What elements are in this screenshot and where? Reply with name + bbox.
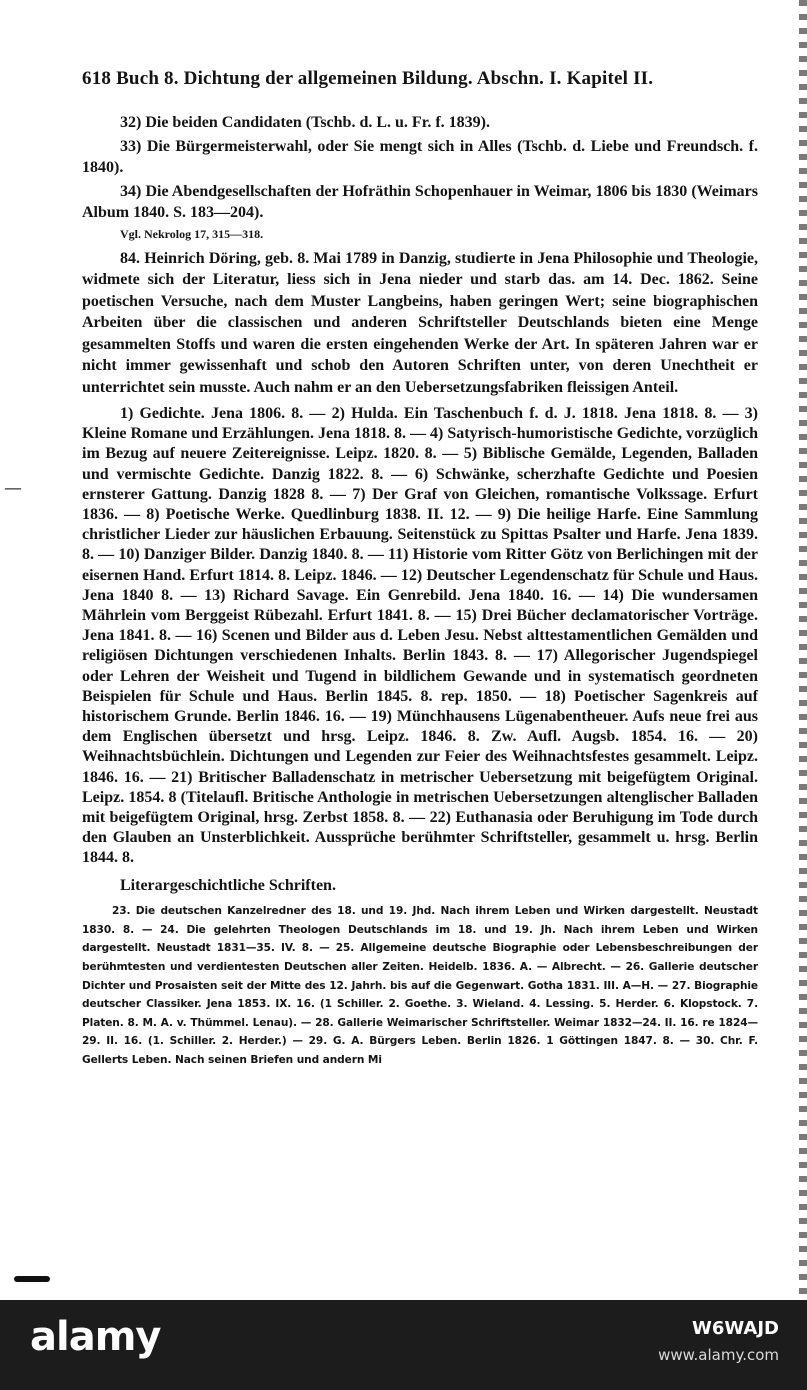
item-33: 33) Die Bürgermeisterwahl, oder Sie mengt sich in Alles (Tschb. d. Liebe und Freundsch. f. 1840).: [82, 137, 758, 176]
literary-history-notes: 23. Die deutschen Kanzelredner des 18. und 19. Jhd. Nach ihrem Leben und Wirken dargestellt. Neustadt 1830. 8. — 24. Die gelehrten Theologen Deutschlands im 18. und 19. Jh. Nach ihrem Leben und Wirken dargestellt. Neustadt 1831—35. IV. 8. — 25. Allgemeine deutsche Biographie oder Lebensbeschreibungen der berühmtesten und verdientesten Deutschen aller Zeiten. Heidelb. 1836. A. — Albrecht. — 26. Gallerie deutscher Dichter und Prosaisten seit der Mitte des 12. Jahrh. bis auf die Gegenwart. Gotha 1831. III. A—H. — 27. Biographie deutscher Classiker. Jena 1853. IX. 16. (1 Schiller. 2. Goethe. 3. Wieland. 4. Lessing. 5. Herder. 6. Klopstock. 7. Platen. 8. M. A. v. Thümmel. Lenau). — 28. Gallerie Weimarischer Schriftsteller. Weimar 1832—24. II. 16. re 1824—29. II. 16. (1. Schiller. 2. Herder.) — 29. G. A. Bürgers Leben. Berlin 1826. 1 Göttingen 1847. 8. — 30. Chr. F. Gellerts Leben. Nach seinen Briefen und andern Mi: [82, 905, 758, 1066]
watermark-brand: alamy: [30, 1314, 161, 1360]
item-32: 32) Die beiden Candidaten (Tschb. d. L. u. Fr. f. 1839).: [120, 114, 490, 131]
watermark-image-id: W6WAJD: [692, 1318, 779, 1339]
item-34: 34) Die Abendgesellschaften der Hofräthin Schopenhauer in Weimar, 1806 bis 1830 (Weimars Album 1840. S. 183—204).: [82, 182, 758, 221]
watermark-url: www.alamy.com: [658, 1346, 779, 1364]
entry-84-doering: 84. Heinrich Döring, geb. 8. Mai 1789 in Danzig, studierte in Jena Philosophie und Theologie, widmete sich der Literatur, liess sich in Jena nieder und starb das. am 14. Dec. 1862. Seine poetischen Versuche, nach dem Muster Langbeins, haben geringen Wert; seine biographischen Arbeiten über die classischen und anderen Schriftsteller Deutschlands bieten eine Menge gesammelten Stoffs und waren die ersten eingehenden Werke der Art. In späteren Jahren war er nicht immer gewissenhaft und schob den Autoren Schriften unter, von deren Unechtheit er unterrichtet sein musste. Auch nahm er an den Uebersetzungsfabriken fleissigen Anteil.: [82, 249, 758, 396]
nekrolog-reference: Vgl. Nekrolog 17, 315—318.: [120, 226, 264, 241]
page-edge-shadow: [799, 0, 807, 1300]
running-header: [82, 68, 762, 90]
page-number: 618: [82, 68, 112, 89]
ink-blot: [14, 1276, 50, 1282]
works-list: 1) Gedichte. Jena 1806. 8. — 2) Hulda. Ein Taschenbuch f. d. J. 1818. Jena 1818. 8. — 3) Kleine Romane und Erzählungen. Jena 1818. 8. — 4) Satyrisch-humoristische Gedichte, vorzüglich im Bezug auf neuere Zeitereignisse. Leipz. 1820. 8. — 5) Biblische Gemälde, Legenden, Balladen und vermischte Gedichte. Danzig 1822. 8. — 6) Schwänke, scherzhafte Gedichte und Poesien ernsterer Gattung. Danzig 1828 8. — 7) Der Graf von Gleichen, romantische Volkssage. Erfurt 1836. — 8) Poetische Werke. Quedlinburg 1838. II. 12. — 9) Die heilige Harfe. Eine Sammlung christlicher Lieder zur häuslichen Erbauung. Seitenstück zu Spittas Psalter und Harfe. Jena 1839. 8. — 10) Danziger Bilder. Danzig 1840. 8. — 11) Historie vom Ritter Götz von Berlichingen mit der eisernen Hand. Erfurt 1814. 8. Leipz. 1846. — 12) Deutscher Legendenschatz für Schule und Haus. Jena 1840 8. — 13) Richard Savage. Ein Genrebild. Jena 1840. 16. — 14) Die wundersamen Mährlein vom Berggeist Rübezahl. Erfurt 1841. 8. — 15) Drei Bücher declamatorischer Vorträge. Jena 1841. 8. — 16) Scenen und Bilder aus d. Leben Jesu. Nebst alttestamentlichen Gemälden und religiösen Dichtungen verschiedenen Inhalts. Berlin 1843. 8. — 17) Allegorischer Jugendspiegel oder Lehren der Weisheit und Tugend in bildlichem Gewande und in systematisch geordneten Beispielen für Schule und Haus. Berlin 1845. 8. rep. 1850. — 18) Poetischer Sagenkreis auf historischem Grunde. Berlin 1846. 16. — 19) Münchhausens Lügenabentheuer. Aufs neue frei aus dem Englischen übersetzt und hrsg. Leipz. 1846. 8. Zw. Aufl. Augsb. 1854. 16. — 20) Weihnachtsbüchlein. Dichtungen und Legenden zur Feier des Weihnachtsfestes gesammelt. Leipz. 1846. 16. — 21) Britischer Balladenschatz in metrischer Uebersetzung mit beigefügtem Original. Leipz. 1854. 8 (Titelaufl. Britische Anthologie in metrischen Uebersetzungen altenglischer Balladen mit beigefügtem Original, hrsg. Zerbst 1858. 8. — 22) Euthanasia oder Beruhigung im Tode durch den Glauben an Unsterblichkeit. Aussprüche berühmter Schriftsteller, gesammelt u. hrsg. Berlin 1844. 8.: [82, 405, 758, 867]
running-title: Buch 8. Dichtung der allgemeinen Bildung. Abschn. I. Kapitel II.: [116, 68, 654, 89]
margin-mark: —: [4, 478, 22, 499]
page-body: [82, 112, 758, 1070]
literary-history-heading: Literargeschichtliche Schriften.: [120, 876, 336, 894]
